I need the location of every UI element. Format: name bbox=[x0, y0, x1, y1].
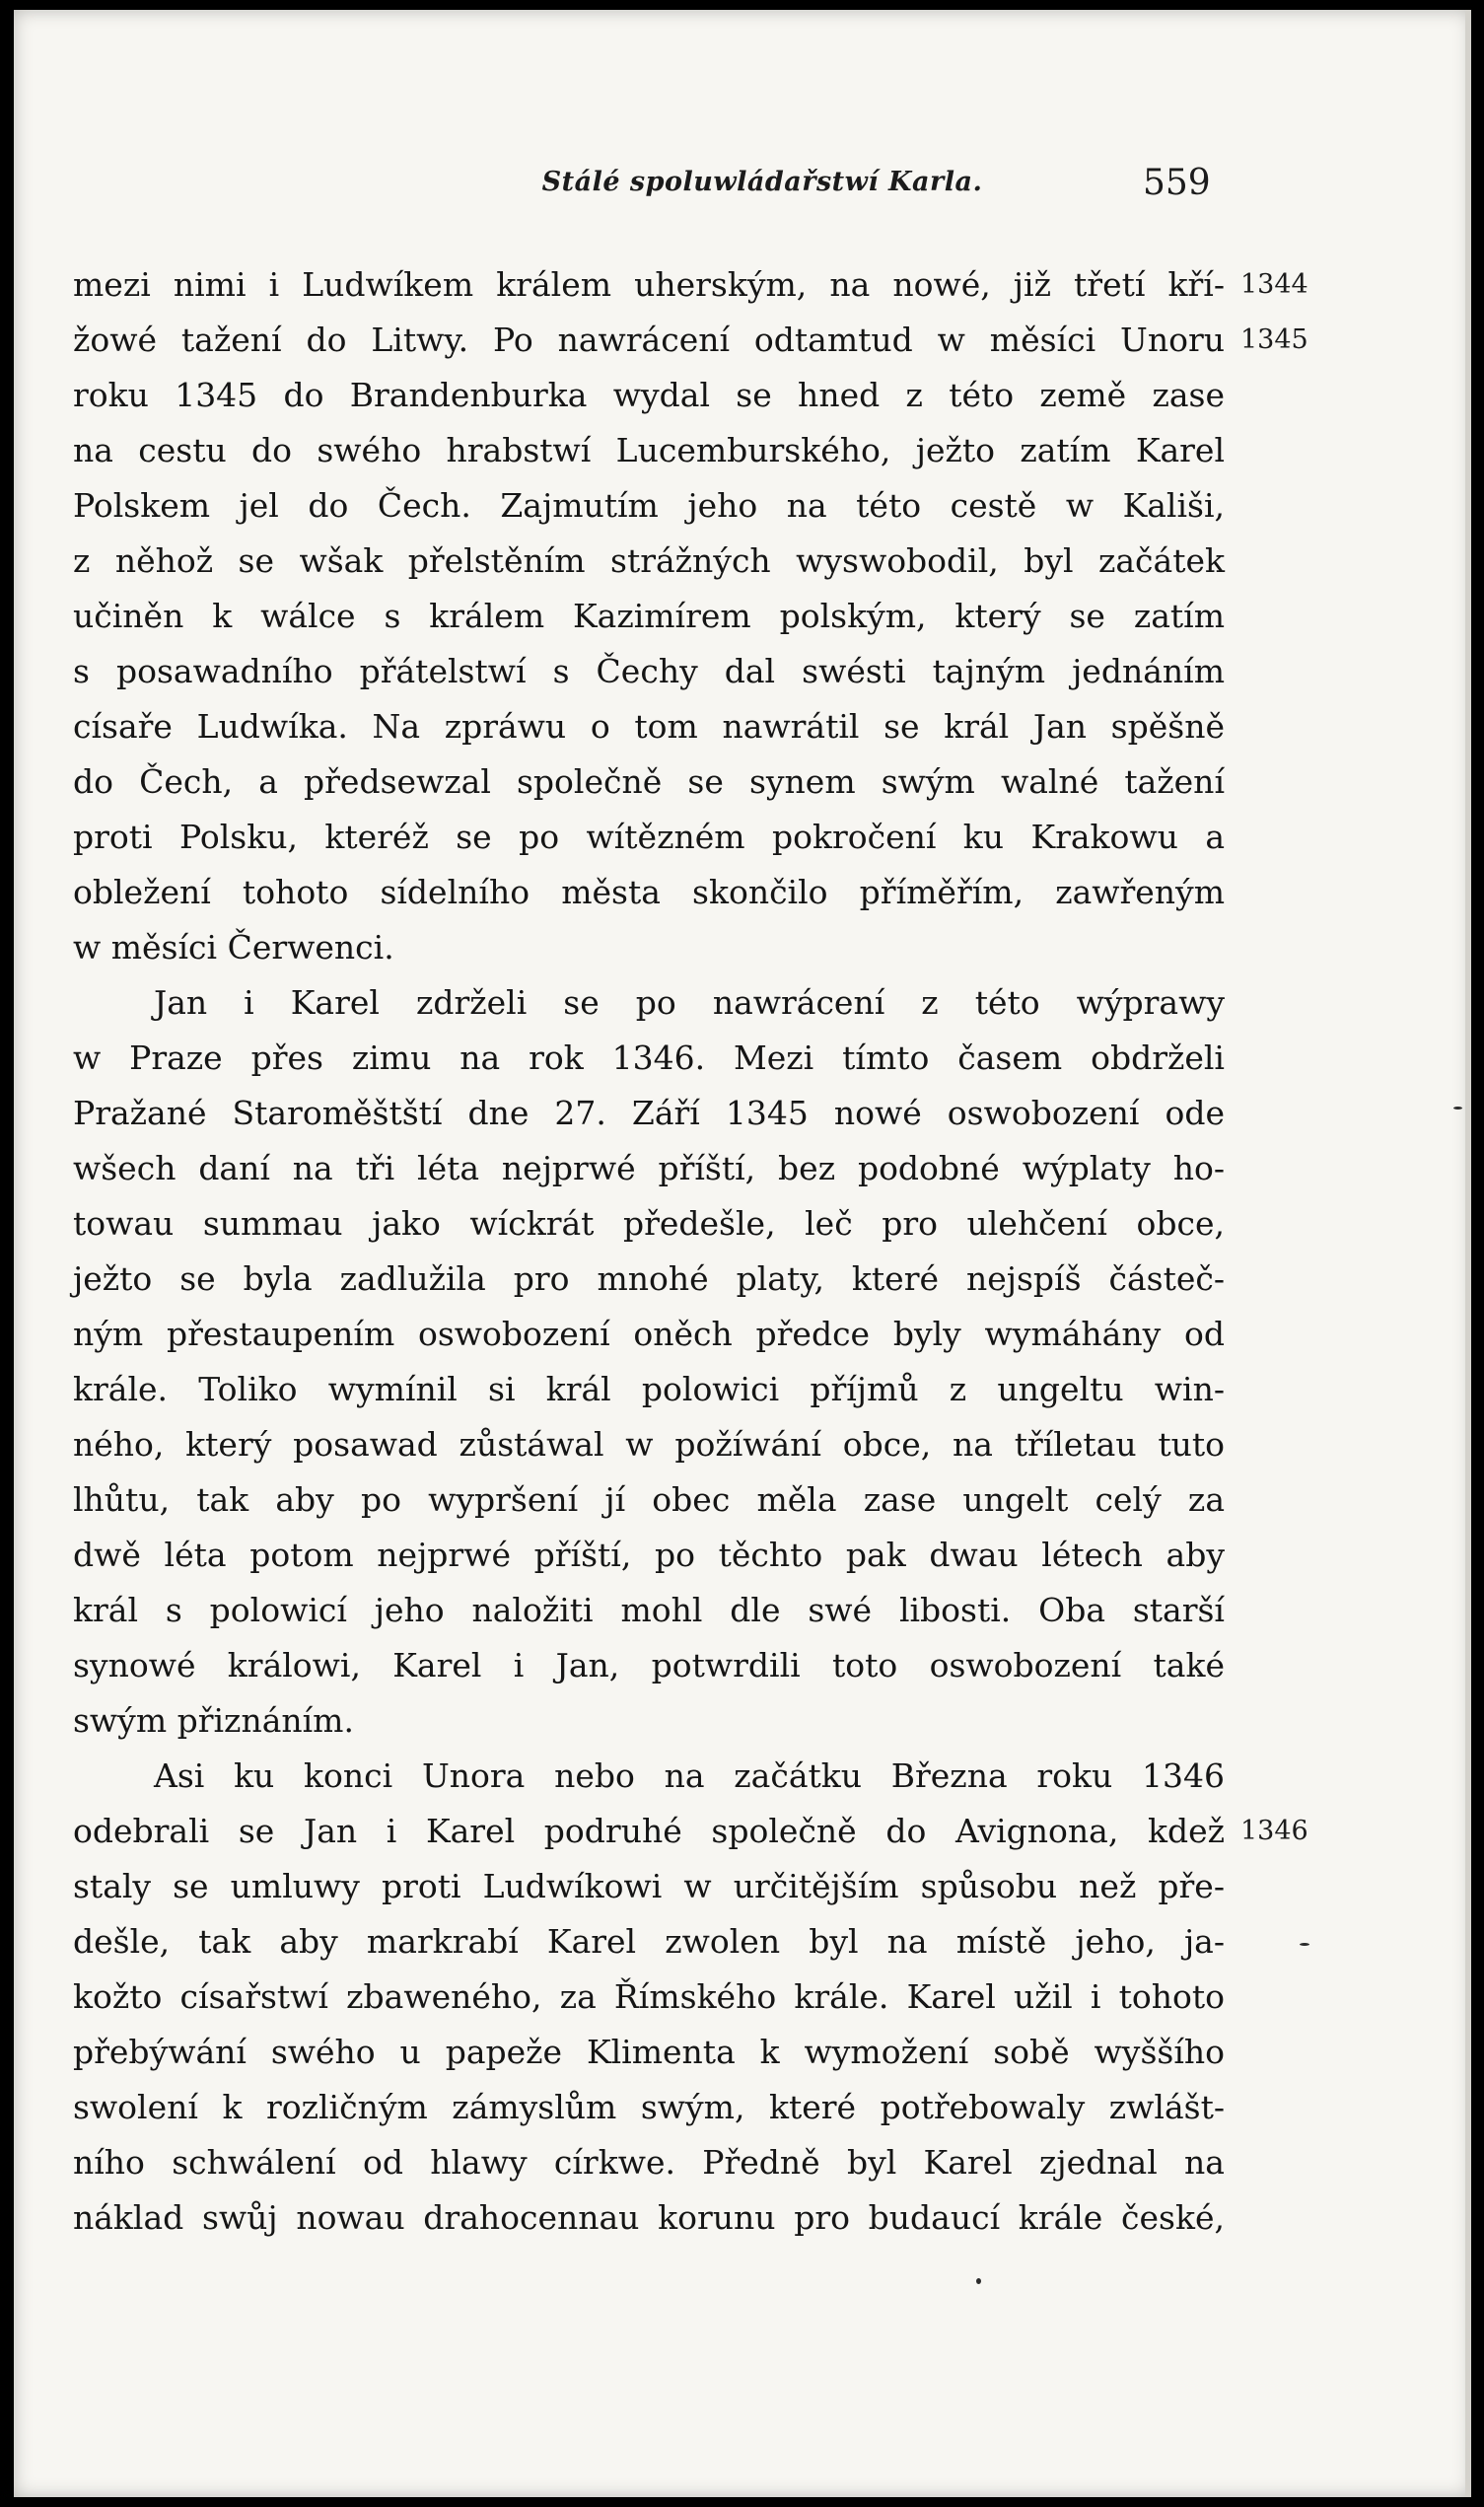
text-line: swým přiznáním. bbox=[73, 1701, 354, 1740]
text-line: ního schwálení od hlawy církwe. Předně byl Karel zjednal na bbox=[73, 2143, 1225, 2182]
text-line: přebýwání swého u papeže Klimenta k wymožení sobě wyššího bbox=[73, 2033, 1225, 2071]
text-line: učiněn k wálce s králem Kazimírem polským, který se zatím bbox=[73, 597, 1225, 635]
text-line: král s polowicí jeho naložiti mohl dle swé libosti. Oba starší bbox=[73, 1591, 1225, 1629]
text-line: s posawadního přátelstwí s Čechy dal swésti tajným jednáním bbox=[73, 652, 1225, 690]
text-line: wšech daní na tři léta nejprwé příští, bez podobné wýplaty ho- bbox=[73, 1149, 1225, 1187]
text-line: synowé králowi, Karel i Jan, potwrdili toto oswobození také bbox=[73, 1646, 1225, 1684]
text-line: kožto císařstwí zbaweného, za Římského krále. Karel užil i tohoto bbox=[73, 1977, 1225, 2016]
text-line: w měsíci Čerwenci. bbox=[73, 928, 394, 967]
text-line: roku 1345 do Brandenburka wydal se hned z této země zase bbox=[73, 376, 1225, 414]
book-page bbox=[14, 10, 1471, 2497]
text-line: krále. Toliko wymínil si král polowici příjmů z ungeltu win- bbox=[73, 1370, 1225, 1408]
text-line: dešle, tak aby markrabí Karel zwolen byl na místě jeho, ja- bbox=[73, 1922, 1225, 1961]
page-header bbox=[14, 163, 1471, 222]
scan-edge bbox=[1465, 10, 1471, 2497]
text-line: Polskem jel do Čech. Zajmutím jeho na této cestě w Kališi, bbox=[73, 486, 1225, 525]
text-line: towau summau jako wíckrát předešle, leč pro ulehčení obce, bbox=[73, 1204, 1225, 1243]
text-line: Asi ku konci Unora nebo na začátku Března roku 1346 bbox=[154, 1756, 1225, 1795]
text-line: Jan i Karel zdrželi se po nawrácení z této wýprawy bbox=[154, 983, 1225, 1022]
margin-year-note: 1344 bbox=[1240, 269, 1308, 300]
margin-year-note: 1345 bbox=[1240, 324, 1308, 355]
text-line: ným přestaupením oswobození oněch předce byly wymáhány od bbox=[73, 1315, 1225, 1353]
text-line: žowé tažení do Litwy. Po nawrácení odtamtud w měsíci Unoru bbox=[73, 321, 1225, 359]
text-line: w Praze přes zimu na rok 1346. Mezi tímto časem obdrželi bbox=[73, 1039, 1225, 1077]
margin-year-note: 1346 bbox=[1240, 1816, 1308, 1846]
text-line: odebrali se Jan i Karel podruhé společně do Avignona, kdež bbox=[73, 1812, 1225, 1850]
running-title: Stálé spoluwládařstwí Karla. bbox=[541, 167, 983, 197]
text-line: lhůtu, tak aby po wypršení jí obec měla zase ungelt celý za bbox=[73, 1480, 1225, 1519]
text-line: Pražané Staroměštští dne 27. Září 1345 nowé oswobození ode bbox=[73, 1094, 1225, 1132]
text-line: do Čech, a předsewzal společně se synem swým walné tažení bbox=[73, 762, 1225, 801]
scan-speck bbox=[976, 2278, 981, 2284]
page-number: 559 bbox=[1143, 163, 1211, 203]
text-line: mezi nimi i Ludwíkem králem uherským, na nowé, již třetí kří- bbox=[73, 265, 1225, 304]
text-line: staly se umluwy proti Ludwíkowi w určitějším spůsobu než pře- bbox=[73, 1867, 1225, 1905]
text-line: ježto se byla zadlužila pro mnohé platy, které nejspíš částeč- bbox=[73, 1259, 1225, 1298]
text-line: náklad swůj nowau drahocennau korunu pro budaucí krále české, bbox=[73, 2198, 1225, 2237]
scan-speck bbox=[1300, 1943, 1309, 1946]
text-line: obležení tohoto sídelního města skončilo příměřím, zawřeným bbox=[73, 873, 1225, 911]
text-line: dwě léta potom nejprwé příští, po těchto pak dwau létech aby bbox=[73, 1536, 1225, 1574]
text-line: proti Polsku, kteréž se po wítězném pokročení ku Krakowu a bbox=[73, 818, 1225, 856]
text-line: císaře Ludwíka. Na zpráwu o tom nawrátil se král Jan spěšně bbox=[73, 707, 1225, 746]
text-line: z něhož se wšak přelstěním strážných wyswobodil, byl začátek bbox=[73, 541, 1225, 580]
body-text bbox=[73, 257, 1225, 2246]
text-line: ného, který posawad zůstáwal w požíwání obce, na tříletau tuto bbox=[73, 1425, 1225, 1464]
text-line: swolení k rozličným zámyslům swým, které potřebowaly zwlášt- bbox=[73, 2088, 1225, 2126]
text-line: na cestu do swého hrabstwí Lucemburského, ježto zatím Karel bbox=[73, 431, 1225, 469]
scan-speck bbox=[1453, 1107, 1462, 1110]
